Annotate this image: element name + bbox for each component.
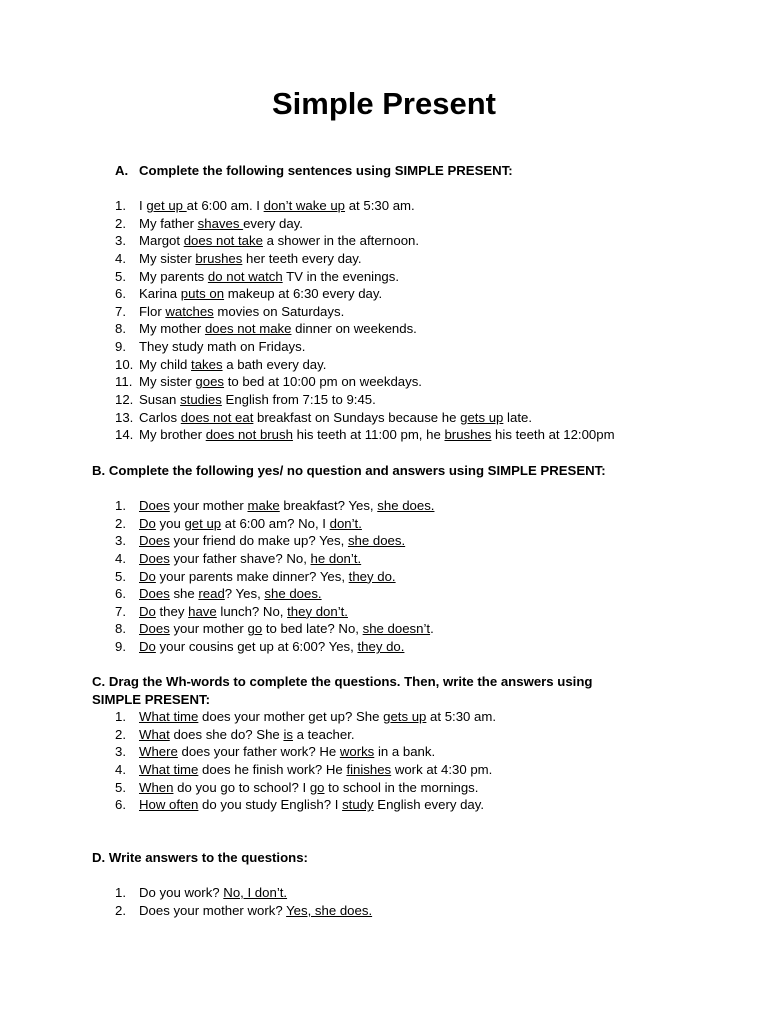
answer-text: she doesn’t: [362, 621, 431, 637]
answer-text: they don’t.: [287, 603, 348, 619]
answer-text: What: [139, 726, 170, 742]
answer-text: Does: [139, 533, 170, 549]
sentence-text: makeup at 6:30 every day.: [224, 286, 383, 302]
exercise-item: [115, 515, 434, 533]
sentence-text: English from 7:15 to 9:45.: [221, 392, 376, 408]
item-number: 7.: [115, 303, 126, 319]
answer-text: Do: [139, 568, 156, 584]
item-number: 13.: [115, 409, 134, 425]
item-number: 8.: [115, 321, 126, 337]
answer-text: When: [139, 779, 174, 795]
answer-text: does not eat: [180, 409, 254, 425]
exercise-item: [115, 761, 496, 779]
sentence-text: your mother: [169, 621, 248, 637]
exercise-item: [115, 391, 615, 409]
section-b-letter: B.: [92, 463, 106, 478]
item-number: 1.: [115, 198, 126, 213]
item-number: 6.: [115, 586, 126, 602]
sentence-text: her teeth every day.: [242, 250, 362, 266]
exercise-item: [115, 320, 615, 338]
answer-text: Do: [139, 603, 156, 619]
answer-text: Where: [139, 744, 178, 760]
section-a-letter: A.: [115, 163, 129, 178]
item-number: 4.: [115, 250, 126, 266]
exercise-item: [115, 268, 615, 286]
answer-text: What time: [139, 761, 199, 777]
answer-text: don’t.: [329, 515, 362, 531]
section-d-letter: D.: [92, 850, 106, 865]
item-number: 8.: [115, 621, 126, 637]
section-a-instruction: Complete the following sentences using SIMPLE PRESENT:: [139, 163, 513, 178]
sentence-text: My parents: [139, 268, 208, 284]
answer-text: finishes: [346, 761, 392, 777]
sentence-text: a bath every day.: [222, 356, 327, 372]
answer-text: Do: [139, 515, 156, 531]
sentence-text: to bed late? No,: [262, 621, 363, 637]
answer-text: does not brush: [205, 427, 293, 443]
item-number: 11.: [115, 374, 133, 390]
section-a-list: [115, 197, 615, 444]
answer-text: How often: [139, 797, 199, 813]
item-number: 4.: [115, 761, 126, 777]
sentence-text: do you study English? I: [198, 797, 343, 813]
answer-text: watches: [165, 303, 214, 319]
sentence-text: movies on Saturdays.: [213, 303, 345, 319]
answer-text: they do.: [348, 568, 396, 584]
answer-text: brushes: [444, 427, 492, 443]
section-d-list: [115, 884, 372, 919]
answer-text: No, I don’t.: [223, 885, 288, 900]
section-c-instruction: Drag the Wh-words to complete the questions. Then, write the answers using: [108, 674, 593, 689]
exercise-item: [115, 796, 496, 814]
exercise-item: [115, 303, 615, 321]
exercise-item: [115, 603, 434, 621]
sentence-text: in a bank.: [374, 744, 436, 760]
sentence-text: does he finish work? He: [198, 761, 347, 777]
section-b-instruction: Complete the following yes/ no question and answers using SIMPLE PRESENT:: [108, 463, 606, 478]
sentence-text: your parents make dinner? Yes,: [155, 568, 349, 584]
sentence-text: your father shave? No,: [169, 550, 311, 566]
answer-text: is: [283, 726, 293, 742]
answer-text: Yes, she does.: [286, 902, 373, 918]
sentence-text: to school in the mornings.: [324, 779, 479, 795]
answer-text: do not watch: [207, 268, 283, 284]
answer-text: go: [309, 779, 325, 795]
exercise-item: [115, 743, 496, 761]
section-c-heading: [92, 673, 592, 708]
sentence-text: dinner on weekends.: [291, 321, 417, 337]
item-number: 3.: [115, 533, 126, 549]
answer-text: shaves: [197, 215, 244, 231]
sentence-text: Susan: [139, 392, 181, 408]
section-c-instruction-line2: SIMPLE PRESENT:: [92, 691, 210, 707]
sentence-text: does your father work? He: [177, 744, 340, 760]
sentence-text: does she do? She: [169, 726, 284, 742]
answer-text: Does: [139, 586, 170, 602]
exercise-item: [115, 532, 434, 550]
answer-text: she does.: [347, 533, 406, 549]
sentence-text: his teeth at 11:00 pm, he: [292, 427, 445, 443]
exercise-item: [115, 338, 615, 356]
answer-text: she does.: [377, 498, 435, 513]
answer-text: she does.: [264, 586, 322, 602]
item-number: 7.: [115, 603, 126, 619]
sentence-text: Does your mother work?: [139, 902, 287, 918]
sentence-text: do you go to school? I: [173, 779, 310, 795]
exercise-item: [115, 232, 615, 250]
sentence-text: Do you work?: [139, 885, 224, 900]
item-number: 2.: [115, 215, 126, 231]
sentence-text: My mother: [139, 321, 205, 337]
sentence-text: Carlos: [139, 409, 181, 425]
sentence-text: at 6:00 am? No, I: [221, 515, 330, 531]
sentence-text: breakfast on Sundays because he: [253, 409, 461, 425]
answer-text: gets up: [460, 409, 504, 425]
section-a-heading: [115, 162, 513, 180]
answer-text: works: [339, 744, 375, 760]
exercise-item: [115, 902, 372, 920]
sentence-text: work at 4:30 pm.: [391, 761, 493, 777]
sentence-text: she: [169, 586, 199, 602]
sentence-text: a teacher.: [292, 726, 355, 742]
section-c-list: [115, 708, 496, 814]
item-number: 1.: [115, 885, 126, 900]
answer-text: studies: [180, 392, 222, 408]
answer-text: study: [342, 797, 374, 813]
sentence-text: .: [430, 621, 434, 637]
answer-text: read: [198, 586, 225, 602]
section-d-heading: [92, 849, 308, 867]
sentence-text: My brother: [139, 427, 206, 443]
sentence-text: I: [139, 198, 147, 213]
answer-text: does not take: [183, 233, 263, 249]
exercise-item: [115, 585, 434, 603]
item-number: 9.: [115, 639, 126, 655]
section-c-letter: C.: [92, 674, 106, 689]
item-number: 2.: [115, 902, 126, 918]
exercise-item: [115, 620, 434, 638]
answer-text: Do: [139, 639, 156, 655]
sentence-text: ? Yes,: [224, 586, 265, 602]
answer-text: get up: [184, 515, 222, 531]
sentence-text: TV in the evenings.: [282, 268, 400, 284]
item-number: 5.: [115, 268, 126, 284]
answer-text: brushes: [195, 250, 243, 266]
sentence-text: lunch? No,: [216, 603, 288, 619]
answer-text: make: [247, 498, 280, 513]
answer-text: get up: [146, 198, 187, 213]
sentence-text: does your mother get up? She: [198, 709, 384, 724]
section-d-instruction: Write answers to the questions:: [108, 850, 308, 865]
answer-text: goes: [195, 374, 225, 390]
item-number: 14.: [115, 427, 134, 443]
exercise-item: [115, 708, 496, 726]
sentence-text: you: [155, 515, 185, 531]
exercise-item: [115, 409, 615, 427]
exercise-item: [115, 197, 615, 215]
answer-text: takes: [191, 356, 223, 372]
sentence-text: late.: [503, 409, 532, 425]
item-number: 3.: [115, 233, 126, 249]
sentence-text: at 6:00 am. I: [186, 198, 264, 213]
sentence-text: My father: [139, 215, 198, 231]
sentence-text: Flor: [139, 303, 166, 319]
sentence-text: at 5:30 am.: [345, 198, 415, 213]
exercise-item: [115, 356, 615, 374]
sentence-text: breakfast? Yes,: [279, 498, 378, 513]
answer-text: gets up: [383, 709, 427, 724]
item-number: 6.: [115, 797, 126, 813]
exercise-item: [115, 373, 615, 391]
item-number: 12.: [115, 392, 134, 408]
answer-text: Does: [139, 550, 170, 566]
section-b-heading: [92, 462, 606, 480]
exercise-item: [115, 884, 372, 902]
sentence-text: they: [155, 603, 189, 619]
sentence-text: his teeth at 12:00pm: [491, 427, 615, 443]
exercise-item: [115, 426, 615, 444]
answer-text: have: [188, 603, 217, 619]
item-number: 2.: [115, 726, 126, 742]
answer-text: puts on: [180, 286, 225, 302]
item-number: 10.: [115, 356, 134, 372]
sentence-text: English every day.: [373, 797, 485, 813]
sentence-text: Margot: [139, 233, 184, 249]
page-title: Simple Present: [272, 86, 496, 121]
exercise-item: [115, 779, 496, 797]
exercise-item: [115, 568, 434, 586]
exercise-item: [115, 638, 434, 656]
item-number: 2.: [115, 515, 126, 531]
item-number: 6.: [115, 286, 126, 302]
answer-text: they do.: [357, 639, 405, 655]
sentence-text: every day.: [243, 215, 303, 231]
answer-text: Does: [139, 498, 170, 513]
sentence-text: My child: [139, 356, 192, 372]
item-number: 5.: [115, 779, 126, 795]
exercise-item: [115, 497, 434, 515]
answer-text: he don’t.: [310, 550, 362, 566]
exercise-item: [115, 250, 615, 268]
section-b-list: [115, 497, 434, 656]
item-number: 5.: [115, 568, 126, 584]
item-number: 1.: [115, 709, 126, 724]
item-number: 4.: [115, 550, 126, 566]
sentence-text: your cousins get up at 6:00? Yes,: [155, 639, 358, 655]
sentence-text: My sister: [139, 250, 196, 266]
item-number: 3.: [115, 744, 126, 760]
answer-text: go: [247, 621, 263, 637]
sentence-text: your friend do make up? Yes,: [169, 533, 348, 549]
exercise-item: [115, 726, 496, 744]
sentence-text: My sister: [139, 374, 196, 390]
exercise-item: [115, 285, 615, 303]
exercise-item: [115, 215, 615, 233]
sentence-text: a shower in the afternoon.: [262, 233, 420, 249]
exercise-item: [115, 550, 434, 568]
answer-text: don’t wake up: [263, 198, 346, 213]
answer-text: Does: [139, 621, 170, 637]
sentence-text: to bed at 10:00 pm on weekdays.: [224, 374, 422, 390]
answer-text: What time: [139, 709, 199, 724]
sentence-text: Karina: [139, 286, 181, 302]
item-number: 1.: [115, 498, 126, 513]
sentence-text: They study math on Fridays.: [139, 339, 306, 355]
answer-text: does not make: [204, 321, 292, 337]
item-number: 9.: [115, 339, 126, 355]
sentence-text: at 5:30 am.: [426, 709, 497, 724]
sentence-text: your mother: [169, 498, 248, 513]
